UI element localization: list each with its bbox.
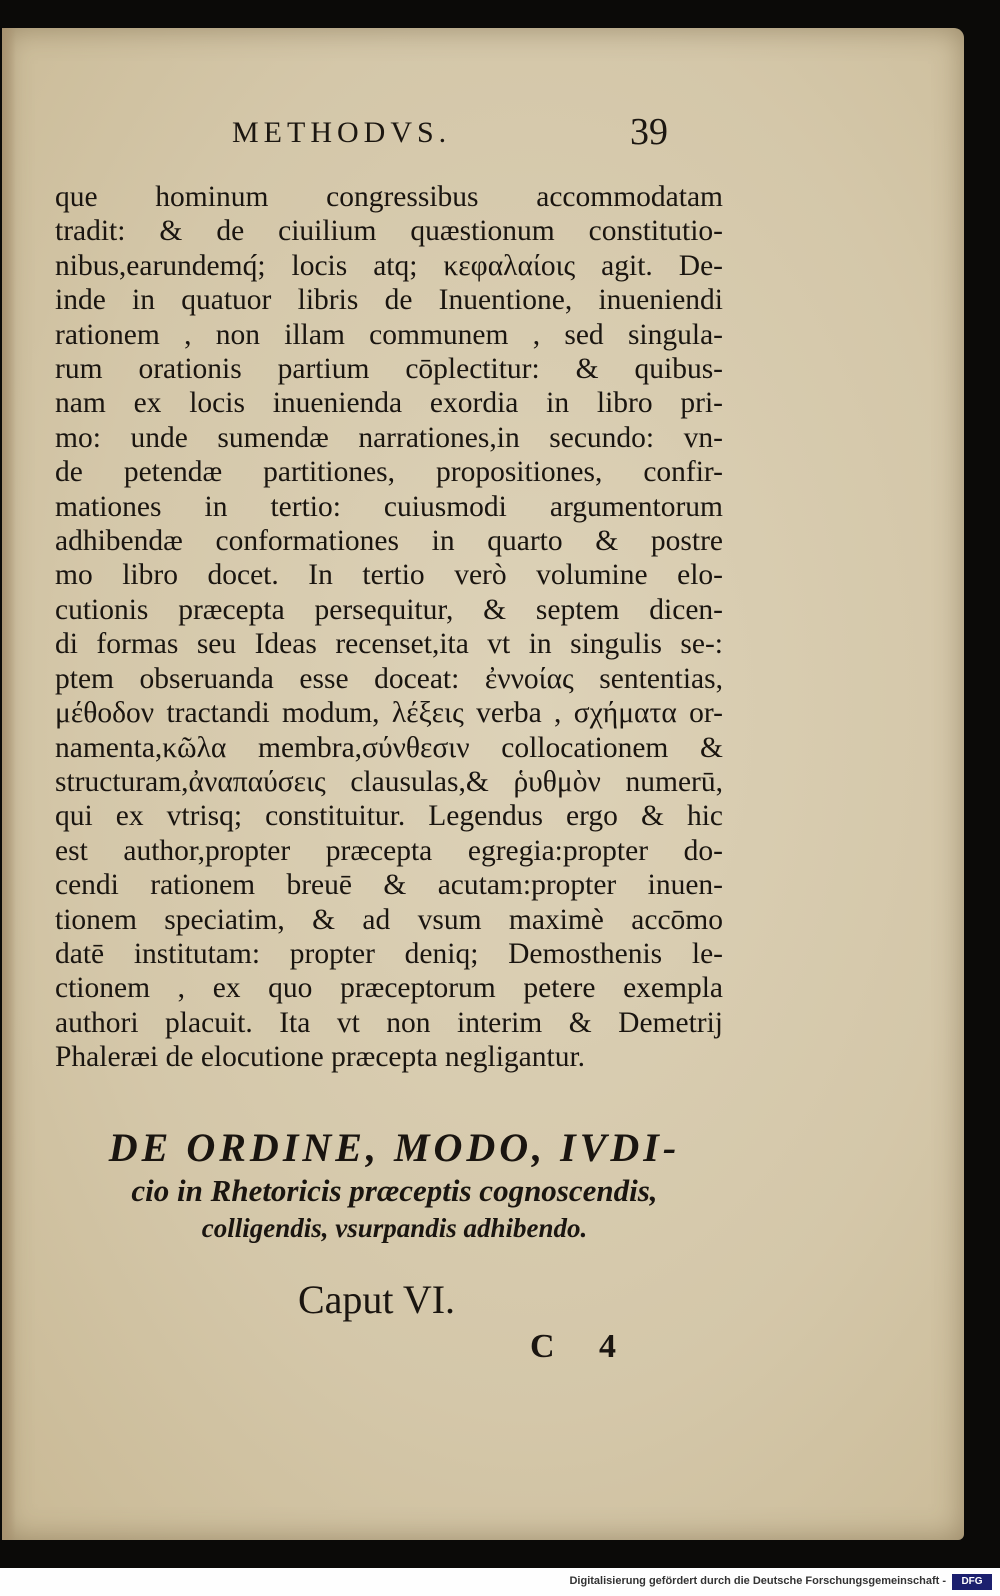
signature-mark: C 4 [530, 1328, 635, 1365]
text-line: datē institutam: propter deniq; Demosthenis le- [55, 937, 723, 970]
section-heading-line-3: colligendis, vsurpandis adhibendo. [201, 1213, 588, 1243]
text-line: mo: unde sumendæ narrationes,in secundo: vn- [55, 421, 723, 454]
text-line: ptem obseruanda esse doceat: ἐννοίας sententias, [55, 662, 723, 695]
running-title: METHODVS. [232, 116, 452, 149]
text-line: que hominum congressibus accommodatam [55, 181, 723, 213]
text-line: est author,propter præcepta egregia:propter do- [55, 834, 723, 867]
footer-credit: Digitalisierung gefördert durch die Deutsche Forschungsgemeinschaft - [569, 1575, 946, 1587]
section-heading-line-2: cio in Rhetoricis præceptis cognoscendis, [131, 1173, 658, 1208]
body-text [55, 180, 723, 1075]
text-line: namenta,κῶλα membra,σύνθεσιν collocationem & [55, 731, 723, 764]
text-line: de petendæ partitiones, propositiones, confir- [55, 456, 723, 489]
book-page [2, 28, 964, 1540]
text-line: cutionis præcepta persequitur, & septem dicen- [55, 593, 723, 626]
digitization-footer [0, 1568, 1000, 1596]
text-line: nam ex locis inuenienda exordia in libro pri- [55, 387, 723, 420]
text-line: inde in quatuor libris de Inuentione, inueniendi [55, 284, 723, 317]
text-line: tradit: & de ciuilium quæstionum constitutio- [55, 215, 723, 248]
text-line: mo libro docet. In tertio verò volumine elo- [55, 559, 723, 592]
text-line: di formas seu Ideas recenset,ita vt in singulis se-: [55, 628, 723, 661]
text-line: qui ex vtrisq; constituitur. Legendus ergo & hic [55, 800, 723, 833]
text-line: μέθοδον tractandi modum, λέξεις verba , σχήματα or- [55, 697, 723, 730]
text-line: adhibendæ conformationes in quarto & postre [55, 525, 723, 558]
text-line: ctionem , ex quo præceptorum petere exempla [55, 972, 723, 1005]
section-heading [62, 1124, 727, 1246]
text-line: cendi rationem breuē & acutam:propter inuen- [55, 869, 723, 902]
text-line: authori placuit. Ita vt non interim & Demetrij [55, 1006, 723, 1039]
chapter-label: Caput VI. [298, 1277, 456, 1322]
section-heading-line-1: DE ORDINE, MODO, IVDI- [108, 1125, 681, 1170]
text-line: rationem , non illam communem , sed singula- [55, 318, 723, 351]
text-line: mationes in tertio: cuiusmodi argumentorum [55, 490, 723, 523]
page-number: 39 [630, 111, 668, 153]
text-line: tionem speciatim, & ad vsum maximè accōmo [55, 903, 723, 936]
text-line: structuram,ἀναπαύσεις clausulas,& ῥυθμὸν numerū, [55, 765, 723, 798]
text-line: nibus,earundemq́; locis atq; κεφαλαίοις agit. De- [55, 249, 723, 282]
dfg-logo-icon: DFG [952, 1574, 992, 1590]
text-line: Phaleræi de elocutione præcepta negligantur. [55, 1041, 586, 1074]
text-line: rum orationis partium cōplectitur: & quibus- [55, 353, 723, 386]
